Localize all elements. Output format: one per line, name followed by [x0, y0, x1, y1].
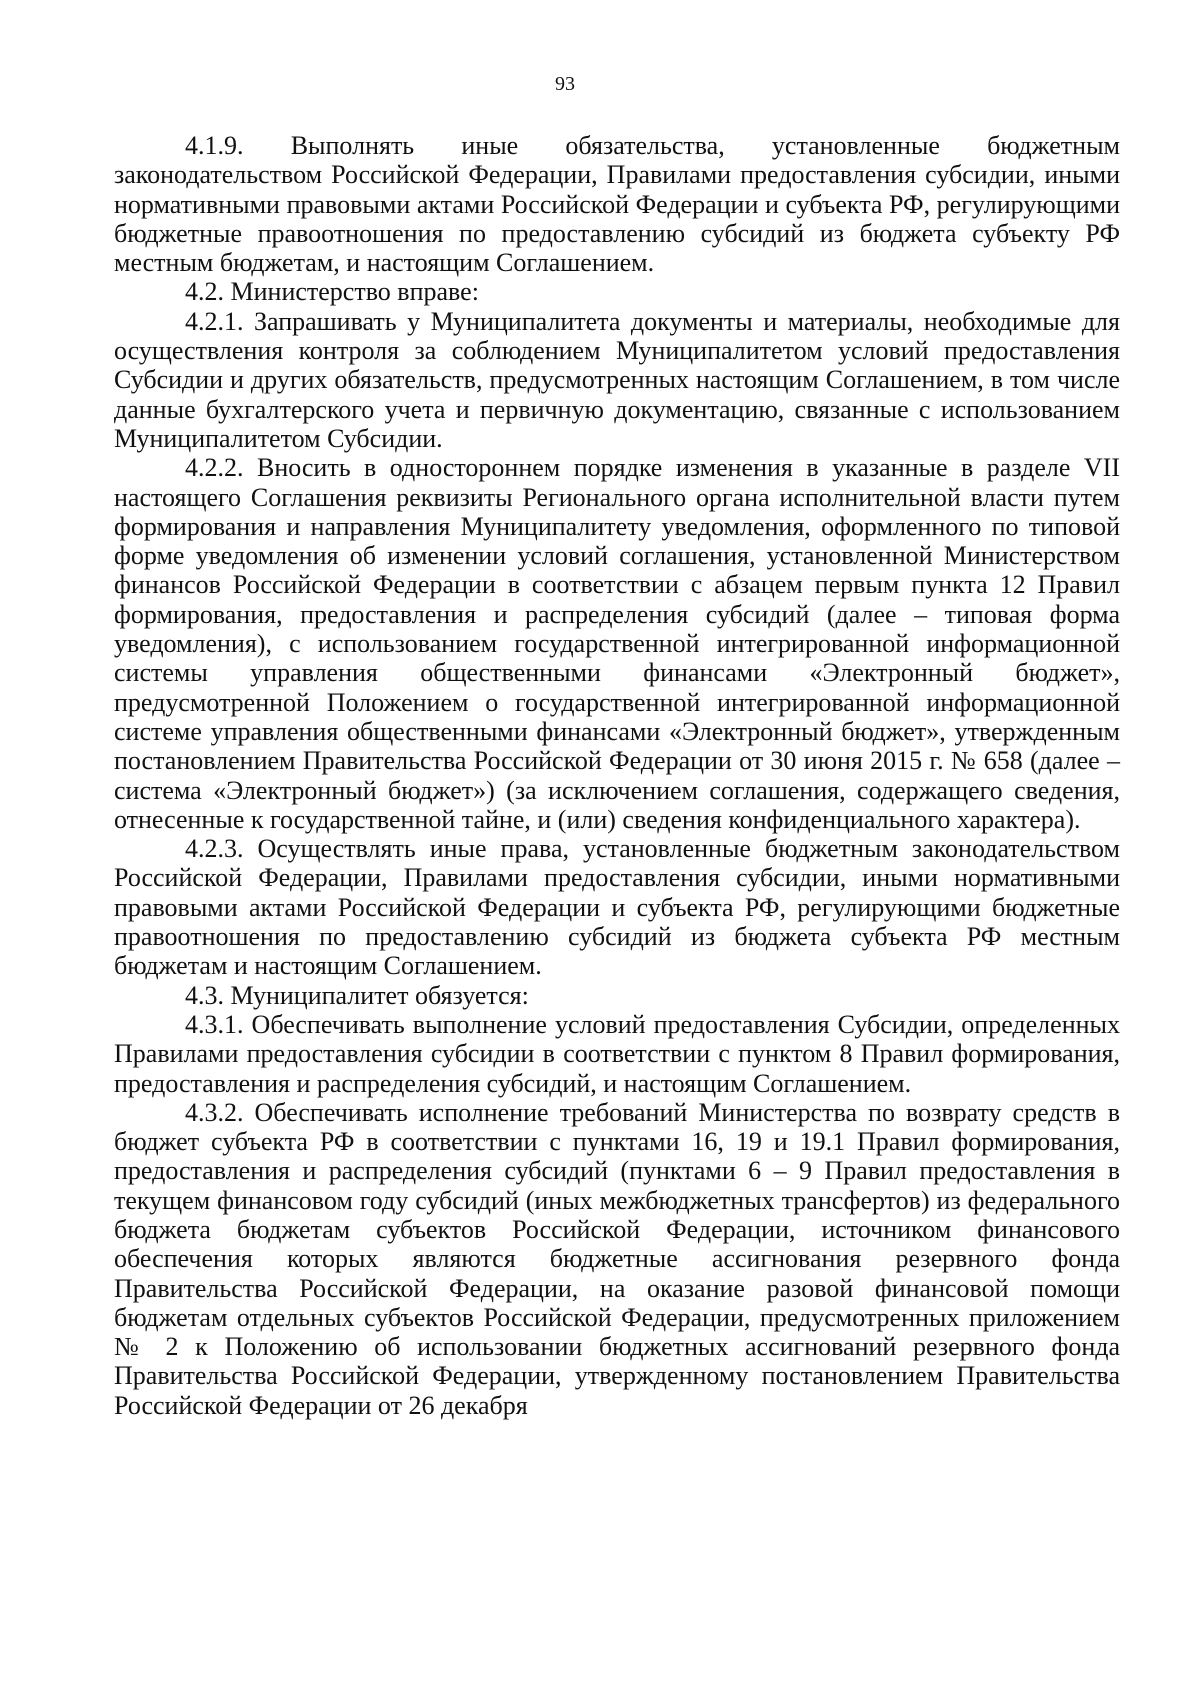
paragraph-4-3: 4.3. Муниципалитет обязуется:: [185, 980, 529, 1010]
paragraph-4-2-2: 4.2.2. Вносить в одностороннем порядке изменения в указанные в разделе VII настоящего Соглашения реквизиты Регионального органа исполнительной власти путем формирования и направления Муниципалитету уведомления, оформленного по типовой форме уведомления об изменении условий соглашения, установленной Министерством финансов Российской Федерации в соответствии с абзацем первым пункта 12 Правил формирования, предоставления и распределения субсидий (далее – типовая форма уведомления), с использованием государственной интегрированной информационной системы управления общественными финансами «Электронный бюджет», предусмотренной Положением о государственной интегрированной информационной системе управления общественными финансами «Электронный бюджет», утвержденным постановлением Правительства Российской Федерации от 30 июня 2015 г. № 658 (далее – система «Электронный бюджет») (за исключением соглашения, содержащего сведения, отнесенные к государственной тайне, и (или) сведения конфиденциального характера).: [114, 453, 1120, 834]
page-number: 93: [555, 73, 575, 95]
paragraph-4-2-3: 4.2.3. Осуществлять иные права, установленные бюджетным законодательством Российской Федерации, Правилами предоставления субсидии, иными нормативными правовыми актами Российской Федерации и субъекта РФ, регулирующими бюджетные правоотношения по предоставлению субсидий из бюджета субъекта РФ местным бюджетам и настоящим Соглашением.: [114, 834, 1120, 981]
document-body: [114, 131, 1120, 1420]
paragraph-4-2: 4.2. Министерство вправе:: [185, 277, 479, 307]
paragraph-4-3-1: 4.3.1. Обеспечивать выполнение условий предоставления Субсидии, определенных Правилами предоставления субсидии в соответствии с пунктом 8 Правил формирования, предоставления и распределения субсидий, и настоящим Соглашением.: [114, 1009, 1120, 1098]
paragraph-4-2-1: 4.2.1. Запрашивать у Муниципалитета документы и материалы, необходимые для осуществления контроля за соблюдением Муниципалитетом условий предоставления Субсидии и других обязательств, предусмотренных настоящим Соглашением, в том числе данные бухгалтерского учета и первичную документацию, связанные с использованием Муниципалитетом Субсидии.: [114, 306, 1120, 453]
paragraph-4-1-9: 4.1.9. Выполнять иные обязательства, установленные бюджетным законодательством Российской Федерации, Правилами предоставления субсидии, иными нормативными правовыми актами Российской Федерации и субъекта РФ, регулирующими бюджетные правоотношения по предоставлению субсидий из бюджета субъекту РФ местным бюджетам, и настоящим Соглашением.: [114, 131, 1120, 278]
paragraph-4-3-2: 4.3.2. Обеспечивать исполнение требований Министерства по возврату средств в бюджет субъекта РФ в соответствии с пунктами 16, 19 и 19.1 Правил формирования, предоставления и распределения субсидий (пунктами 6 – 9 Правил предоставления в текущем финансовом году субсидий (иных межбюджетных трансфертов) из федерального бюджета бюджетам субъектов Российской Федерации, источником финансового обеспечения которых являются бюджетные ассигнования резервного фонда Правительства Российской Федерации, на оказание разовой финансовой помощи бюджетам отдельных субъектов Российской Федерации, предусмотренных приложением № 2 к Положению об использовании бюджетных ассигнований резервного фонда Правительства Российской Федерации, утвержденному постановлением Правительства Российской Федерации от 26 декабря: [114, 1097, 1120, 1420]
